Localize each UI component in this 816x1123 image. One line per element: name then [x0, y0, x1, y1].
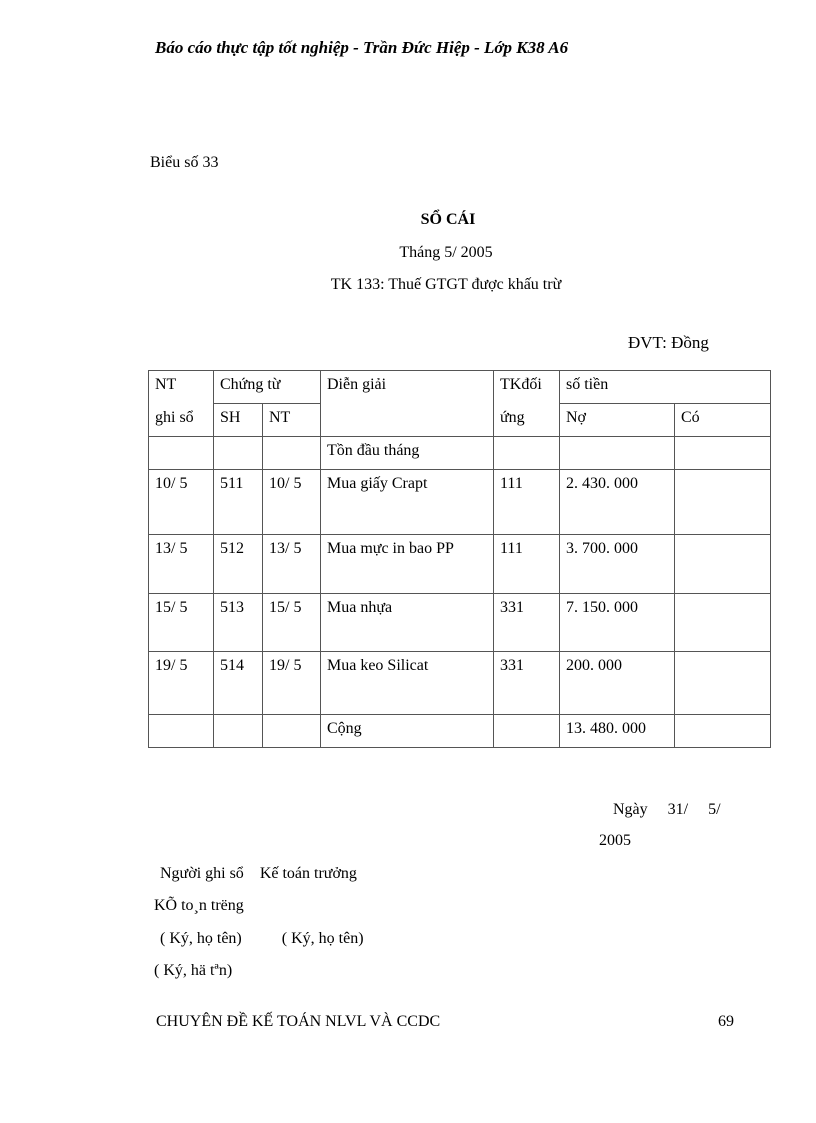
form-number: Biểu số 33	[150, 154, 219, 171]
row-nt: 15/ 5	[263, 594, 321, 652]
table-row	[149, 535, 771, 594]
row-sh: 514	[214, 652, 263, 715]
recorder-label: Người ghi sổ	[160, 865, 244, 882]
header-amount: số tiền	[560, 371, 771, 404]
row-account: 111	[494, 470, 560, 535]
opening-row	[149, 437, 771, 470]
row-credit	[675, 652, 771, 715]
page-number: 69	[718, 1013, 734, 1030]
row-account: 111	[494, 535, 560, 594]
row-sh: 513	[214, 594, 263, 652]
header-account-bottom: ứng	[494, 404, 560, 437]
row-sh: 512	[214, 535, 263, 594]
ledger-month: Tháng 5/ 2005	[399, 244, 493, 261]
row-description: Mua mực in bao PP	[321, 535, 494, 594]
row-credit	[675, 535, 771, 594]
header-debit: Nợ	[560, 404, 675, 437]
row-account: 331	[494, 594, 560, 652]
row-credit	[675, 470, 771, 535]
total-debit: 13. 480. 000	[560, 715, 675, 748]
footer-title: CHUYÊN ĐỀ KẾ TOÁN NLVL VÀ CCDC	[156, 1013, 441, 1030]
row-date: 15/ 5	[149, 594, 214, 652]
row-credit	[675, 594, 771, 652]
sign-hint-2: ( Ký, họ tên)	[281, 930, 364, 947]
row-description: Mua keo Silicat	[321, 652, 494, 715]
row-date: 10/ 5	[149, 470, 214, 535]
sign-hint-1: ( Ký, họ tên)	[160, 930, 242, 947]
sign-date-line-2: 2005	[599, 832, 631, 849]
row-debit: 3. 700. 000	[560, 535, 675, 594]
total-label: Cộng	[321, 715, 494, 748]
table-row	[149, 652, 771, 715]
total-row	[149, 715, 771, 748]
row-description: Mua giấy Crapt	[321, 470, 494, 535]
chief-accountant-label: Kế toán trưởng	[259, 865, 357, 882]
row-nt: 10/ 5	[263, 470, 321, 535]
row-debit: 2. 430. 000	[560, 470, 675, 535]
header-sh: SH	[214, 404, 263, 437]
header-nt: NT	[263, 404, 321, 437]
ledger-account: TK 133: Thuế GTGT được khấu trừ	[330, 276, 562, 293]
header-nt-bottom: ghi sổ	[149, 404, 214, 437]
header-row-1	[149, 371, 771, 404]
ledger-table	[148, 370, 771, 748]
row-nt: 13/ 5	[263, 535, 321, 594]
row-debit: 7. 150. 000	[560, 594, 675, 652]
row-debit: 200. 000	[560, 652, 675, 715]
row-description: Mua nhựa	[321, 594, 494, 652]
currency-unit: ĐVT: Đồng	[628, 333, 709, 352]
row-date: 13/ 5	[149, 535, 214, 594]
sign-date-line-1: Ngày 31/ 5/	[613, 801, 721, 818]
opening-label: Tồn đầu tháng	[321, 437, 494, 470]
row-nt: 19/ 5	[263, 652, 321, 715]
header-credit: Có	[675, 404, 771, 437]
row-sh: 511	[214, 470, 263, 535]
header-nt-top: NT	[149, 371, 214, 404]
sign-hint-garbled: ( Ký, hä tªn)	[154, 962, 233, 979]
header-description: Diễn giải	[321, 371, 494, 437]
table-row	[149, 470, 771, 535]
signature-hints	[160, 930, 364, 948]
row-date: 19/ 5	[149, 652, 214, 715]
chief-accountant-garbled: KÕ to¸n trëng	[154, 897, 244, 914]
header-account-top: TKđối	[494, 371, 560, 404]
row-account: 331	[494, 652, 560, 715]
signature-titles	[160, 865, 357, 883]
report-header: Báo cáo thực tập tốt nghiệp - Trần Đức Hiệp - Lớp K38 A6	[155, 38, 569, 57]
table-row	[149, 594, 771, 652]
ledger-title: SỔ CÁI	[420, 211, 476, 228]
header-voucher: Chứng từ	[214, 371, 321, 404]
